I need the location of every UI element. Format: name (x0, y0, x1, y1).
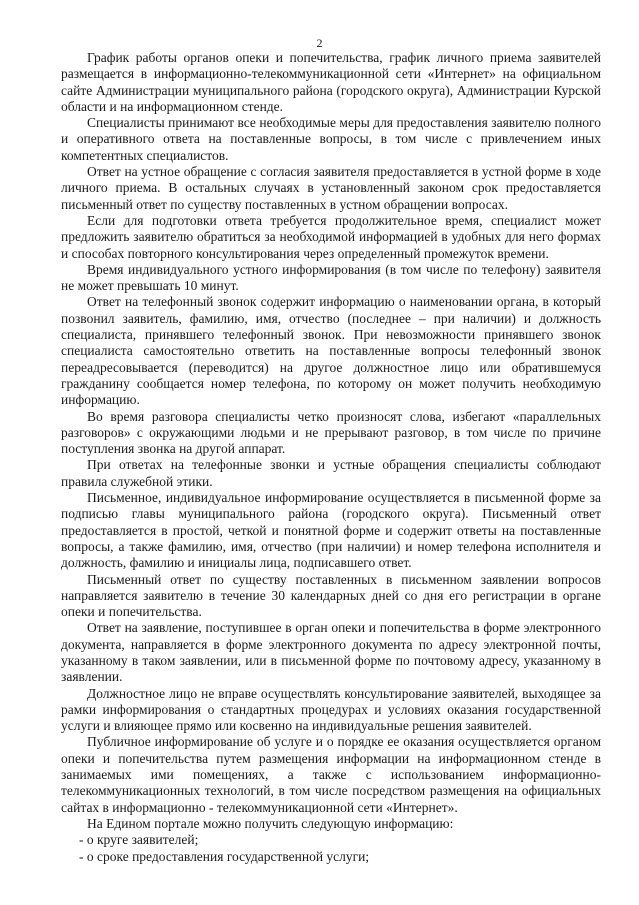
paragraph-ethics: При ответах на телефонные звонки и устные обращения специалисты соблюдают правила служебной этики. (61, 457, 601, 489)
document-body (61, 50, 601, 865)
paragraph-public-informing: Публичное информирование об услуге и о порядке ее оказания осуществляется органом опеки и попечительства путем размещения информации на информационном стенде в занимаемых ими помещениях, а также с использованием информационно-телекоммуникационных технологий, в том числе посредством размещения на официальных сайтах в информационно - телекоммуникационной сети «Интернет». (61, 734, 601, 815)
paragraph-conversation-rules: Во время разговора специалисты четко произносят слова, избегают «параллельных разговоров» с окружающими людьми и не прерывают разговор, в том числе по причине поступления звонка на другой аппарат. (61, 408, 601, 457)
paragraph-oral-response: Ответ на устное обращение с согласия заявителя предоставляется в устной форме в ходе личного приема. В остальных случаях в установленный законом срок предоставляется письменный ответ по существу поставленных в устном обращении вопросах. (61, 164, 601, 212)
page-number: 2 (316, 36, 323, 50)
paragraph-electronic-response: Ответ на заявление, поступившее в орган опеки и попечительства в форме электронного документа, направляется в форме электронного документа по адресу электронной почты, указанному в таком заявлении, или в письменной форме по почтовому адресу, указанному в заявлении. (61, 620, 601, 685)
paragraph-written-deadline: Письменный ответ по существу поставленных в письменном заявлении вопросов направляется заявителю в течение 30 календарных дней со дня его регистрации в органе опеки и попечительства. (61, 571, 601, 620)
paragraph-schedule: График работы органов опеки и попечительства, график личного приема заявителей размещается в информационно-телекоммуникационной сети «Интернет» на официальном сайте Администрации муниципального района (городского округа), Администрации Курской области и на информационном стенде. (61, 50, 601, 114)
paragraph-portal-intro: На Едином портале можно получить следующую информацию: (87, 815, 454, 831)
list-item: - о круге заявителей; (79, 832, 199, 848)
list-item: - о сроке предоставления государственной услуги; (79, 848, 370, 864)
paragraph-consulting-limits: Должностное лицо не вправе осуществлять консультирование заявителей, выходящее за рамки информирования о стандартных процедурах и условиях оказания государственной услуги и влияющее прямо или косвенно на индивидуальные решения заявителей. (61, 685, 601, 734)
paragraph-long-preparation: Если для подготовки ответа требуется продолжительное время, специалист может предложить заявителю обратиться за необходимой информацией в удобных для него формах и способах повторного консультирования через определенный промежуток времени. (61, 212, 601, 261)
paragraph-specialists-measures: Специалисты принимают все необходимые меры для предоставления заявителю полного и оперативного ответа на поставленные вопросы, в том числе с привлечением иных компетентных специалистов. (61, 115, 601, 163)
paragraph-written-informing: Письменное, индивидуальное информирование осуществляется в письменной форме за подписью главы муниципального района (городского округа). Письменный ответ предоставляется в простой, четкой и понятной форме и содержит ответы на поставленные вопросы, а также фамилию, имя, отчество (при наличии) и номер телефона исполнителя и должность, фамилию и инициалы лица, подписавшего ответ. (61, 490, 601, 571)
paragraph-phone-answer: Ответ на телефонный звонок содержит информацию о наименовании органа, в который позвонил заявитель, фамилию, имя, отчество (последнее – при наличии) и должность специалиста, принявшего телефонный звонок. При невозможности принявшего звонок специалиста самостоятельно ответить на поставленные вопросы телефонный звонок переадресовывается (переводится) на другое должностное лицо или обратившемуся гражданину сообщается номер телефона, по которому он может получить необходимую информацию. (61, 294, 601, 408)
paragraph-oral-time-limit: Время индивидуального устного информирования (в том числе по телефону) заявителя не может превышать 10 минут. (61, 261, 601, 294)
